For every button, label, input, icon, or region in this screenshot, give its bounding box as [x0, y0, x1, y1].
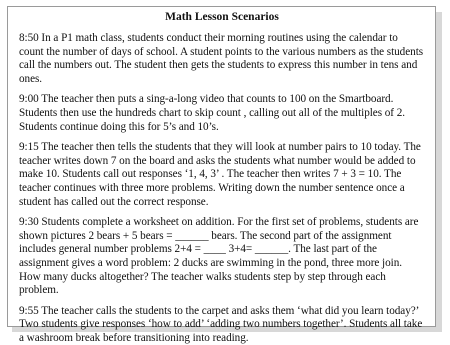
paragraph-8-50: 8:50 In a P1 math class, students conduct their morning routines using the calendar to count the number of days of school. A student points to the various numbers as the students call the numbers out. The student then gets the students to express this number in tens and ones. — [19, 32, 424, 85]
paragraph-9-55: 9:55 The teacher calls the students to the carpet and asks them ‘what did you learn today?’ Two students give responses ‘how to add’ ‘adding two numbers together’. Students all take a washroom break before transitioning into reading. — [19, 304, 423, 344]
paragraph-9-00: 9:00 The teacher then puts a sing-a-long video that counts to 100 on the Smartboard. Students then use the hundreds chart to skip count , calling out all of the multiples of 2. Students continue doing this for 5’s and 10’s. — [19, 93, 406, 133]
document-page — [7, 6, 436, 344]
paragraph-9-30: 9:30 Students complete a worksheet on addition. For the first set of problems, students are shown pictures 2 bears + 5 bears = ______ bears. The second part of the assignment includes general number problems 2+4 = ____ 3+4= ______. The last part of the assignment gives a word problem: 2 ducks are swimming in the pond, three more join. How many ducks altogether? The teacher walks students step by step through each problem. — [19, 216, 419, 297]
document-title: Math Lesson Scenarios — [165, 11, 279, 23]
paragraph-9-15: 9:15 The teacher then tells the students that they will look at number pairs to 10 today. The teacher writes down 7 on the board and asks the students what number would be added to make 10. Students call out responses ‘1, 4, 3’ . The teacher then writes 7 + 3 = 10. The teacher continues with three more problems. Writing down the number sentence once a student has called out the correct response. — [19, 141, 421, 208]
